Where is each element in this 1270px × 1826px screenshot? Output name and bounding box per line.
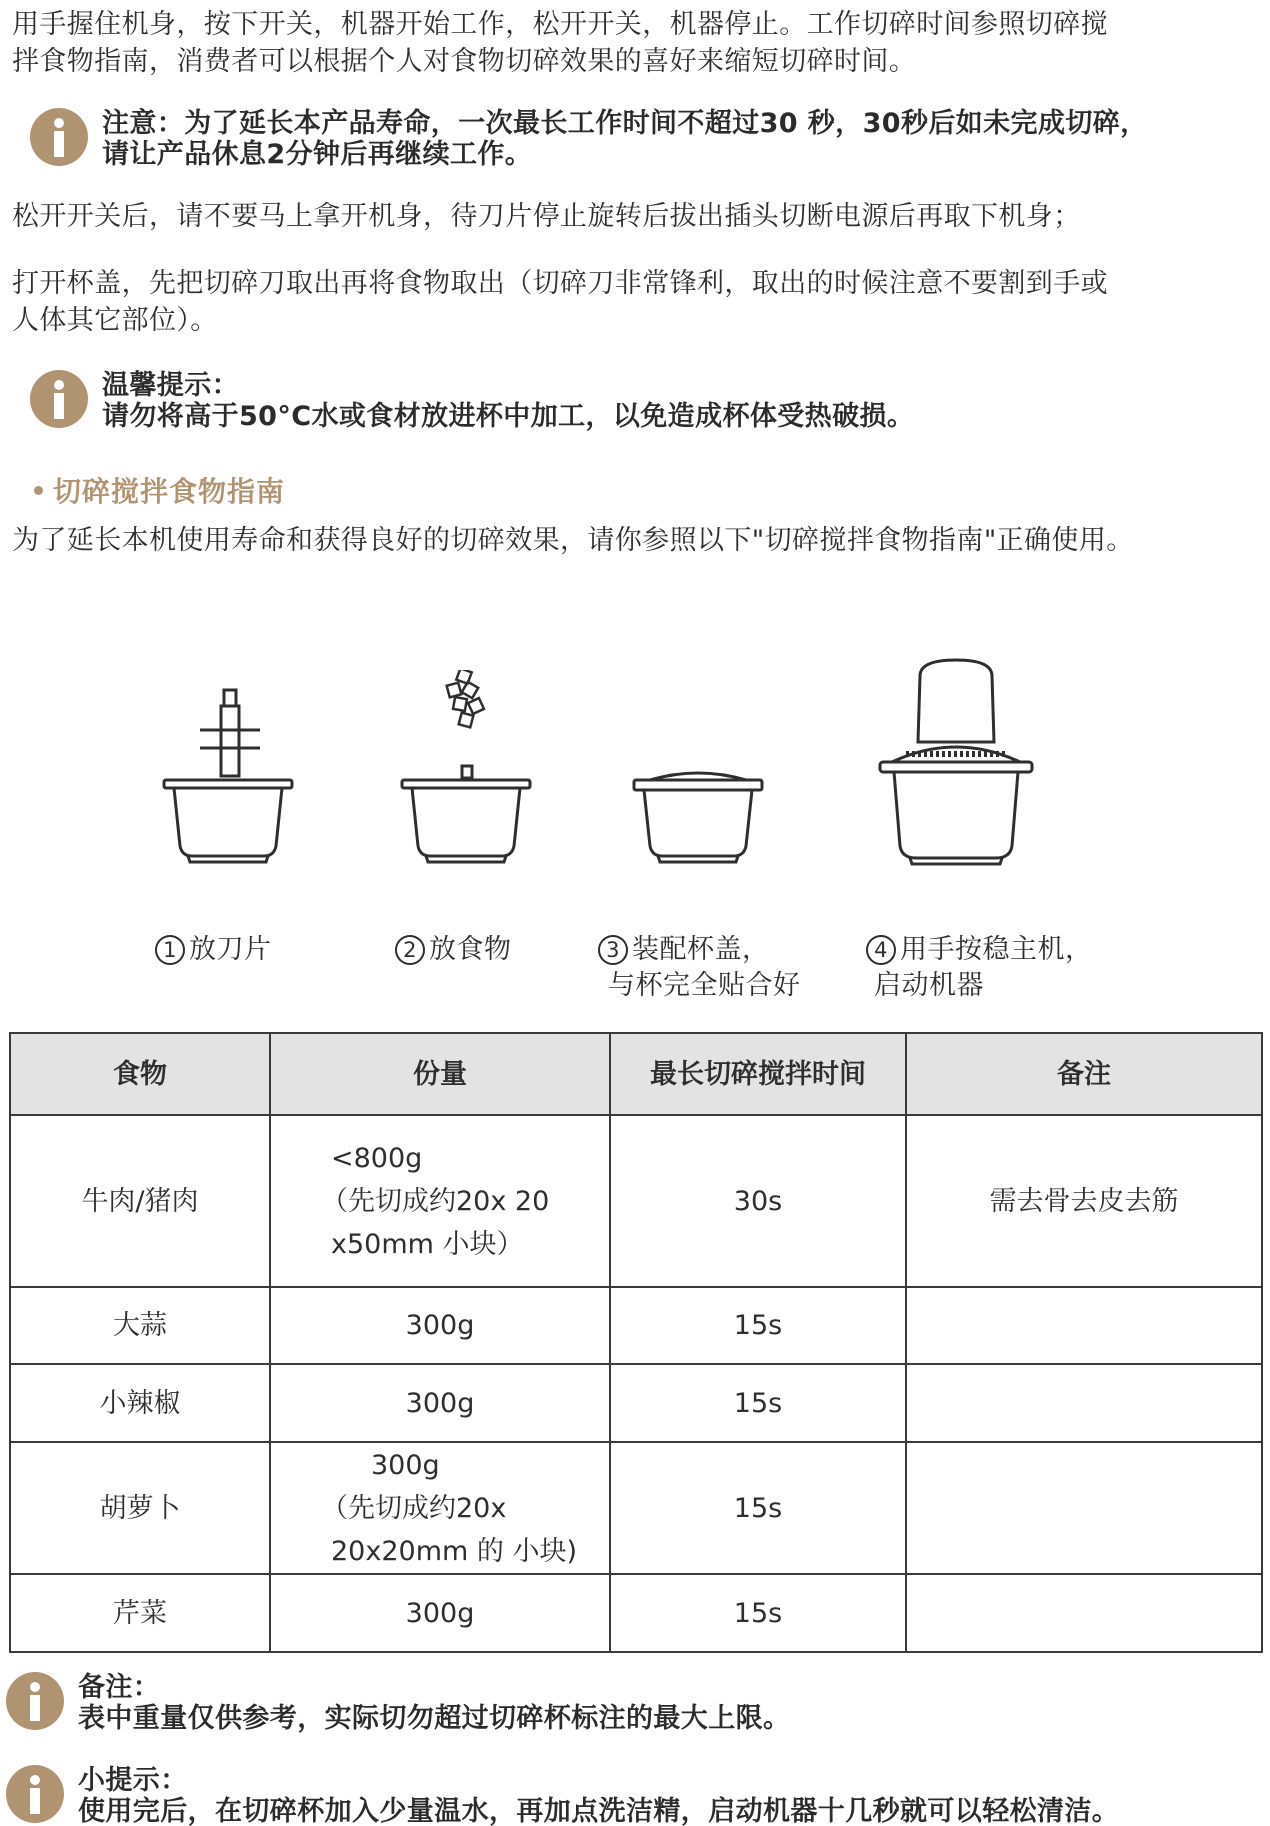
step-3-label: 3 装配杯盖， 与杯完全贴合好 [598,932,801,1004]
table-row [10,1442,1262,1574]
bullet-dot-icon [34,486,43,495]
cell-food: 小辣椒 [10,1364,270,1442]
cell-time: 15s [610,1442,906,1574]
cell-food: 胡萝卜 [10,1442,270,1574]
table-row [10,1115,1262,1287]
notice-tip-line-1: 温馨提示： [102,370,239,401]
cell-note [906,1574,1262,1652]
info-icon [30,370,88,428]
motor-on-bowl-illustration [876,646,1036,872]
notice-cleaning-line-1: 小提示： [78,1765,188,1796]
table-row [10,1287,1262,1364]
open-lid-line-2: 人体其它部位）。 [12,305,218,336]
cell-food: 大蒜 [10,1287,270,1364]
notice-remarks-line-1: 备注： [78,1672,161,1703]
cell-amount: 300g [270,1574,610,1652]
cell-note [906,1442,1262,1574]
info-icon [6,1765,64,1823]
step-number-badge: 1 [155,935,185,965]
notice-cleaning-line-2: 使用完后，在切碎杯加入少量温水，再加点洗洁精，启动机器十几秒就可以轻松清洁。 [78,1796,1120,1826]
notice-remarks [6,1672,1236,1734]
step-4-label: 4 用手按稳主机， 启动机器 [866,932,1093,1004]
section-description: 为了延长本机使用寿命和获得良好的切碎效果，请你参照以下"切碎搅拌食物指南"正确使用。 [12,525,1134,556]
food-guide-table [9,1032,1263,1653]
cell-amount: <800g （先切成约20x 20 x50mm 小块） [270,1115,610,1287]
intro-paragraph [12,6,1262,80]
table-row [10,1364,1262,1442]
cell-amount: 300g [270,1364,610,1442]
cell-time: 30s [610,1115,906,1287]
notice-warning [30,108,1260,170]
header-remarks: 备注 [906,1033,1262,1115]
assembly-steps [0,670,1270,1030]
open-lid-line-1: 打开杯盖，先把切碎刀取出再将食物取出（切碎刀非常锋利，取出的时候注意不要割到手或 [12,268,1108,299]
cell-time: 15s [610,1364,906,1442]
notice-warning-line-1: 注意：为了延长本产品寿命，一次最长工作时间不超过30 秒，30秒后如未完成切碎， [102,108,1148,139]
cell-amount: 300g [270,1287,610,1364]
step-2-label: 2 放食物 [395,932,512,968]
step-number-badge: 4 [866,935,896,965]
notice-tip-line-2: 请勿将高于50°C水或食材放进杯中加工，以免造成杯体受热破损。 [102,401,915,432]
notice-warning-line-2: 请让产品休息2分钟后再继续工作。 [102,139,533,170]
header-food: 食物 [10,1033,270,1115]
food-into-bowl-illustration [398,670,538,870]
cell-time: 15s [610,1574,906,1652]
cell-note: 需去骨去皮去筋 [906,1115,1262,1287]
table-row [10,1574,1262,1652]
lid-on-bowl-illustration [630,670,770,870]
step-1-label: 1 放刀片 [155,932,272,968]
release-paragraph: 松开开关后，请不要马上拿开机身，待刀片停止旋转后拔出插头切断电源后再取下机身； [12,201,1081,232]
notice-cleaning-tip [6,1765,1236,1826]
notice-remarks-line-2: 表中重量仅供参考，实际切勿超过切碎杯标注的最大上限。 [78,1703,791,1734]
cell-note [906,1364,1262,1442]
cell-time: 15s [610,1287,906,1364]
header-max-time: 最长切碎搅拌时间 [610,1033,906,1115]
open-lid-paragraph [12,265,1262,339]
step-number-badge: 2 [395,935,425,965]
notice-tip-temperature [30,370,1260,432]
cell-food: 牛肉/猪肉 [10,1115,270,1287]
info-icon [6,1672,64,1730]
intro-line-2: 拌食物指南，消费者可以根据个人对食物切碎效果的喜好来缩短切碎时间。 [12,46,917,77]
table-header-row [10,1033,1262,1115]
section-title: 切碎搅拌食物指南 [34,470,285,510]
cell-note [906,1287,1262,1364]
blade-into-bowl-illustration [160,670,300,870]
cell-amount: 300g （先切成约20x 20x20mm 的 小块) [270,1442,610,1574]
intro-line-1: 用手握住机身，按下开关，机器开始工作，松开开关，机器停止。工作切碎时间参照切碎搅 [12,9,1108,40]
cell-food: 芹菜 [10,1574,270,1652]
header-amount: 份量 [270,1033,610,1115]
info-icon [30,108,88,166]
step-number-badge: 3 [598,935,628,965]
